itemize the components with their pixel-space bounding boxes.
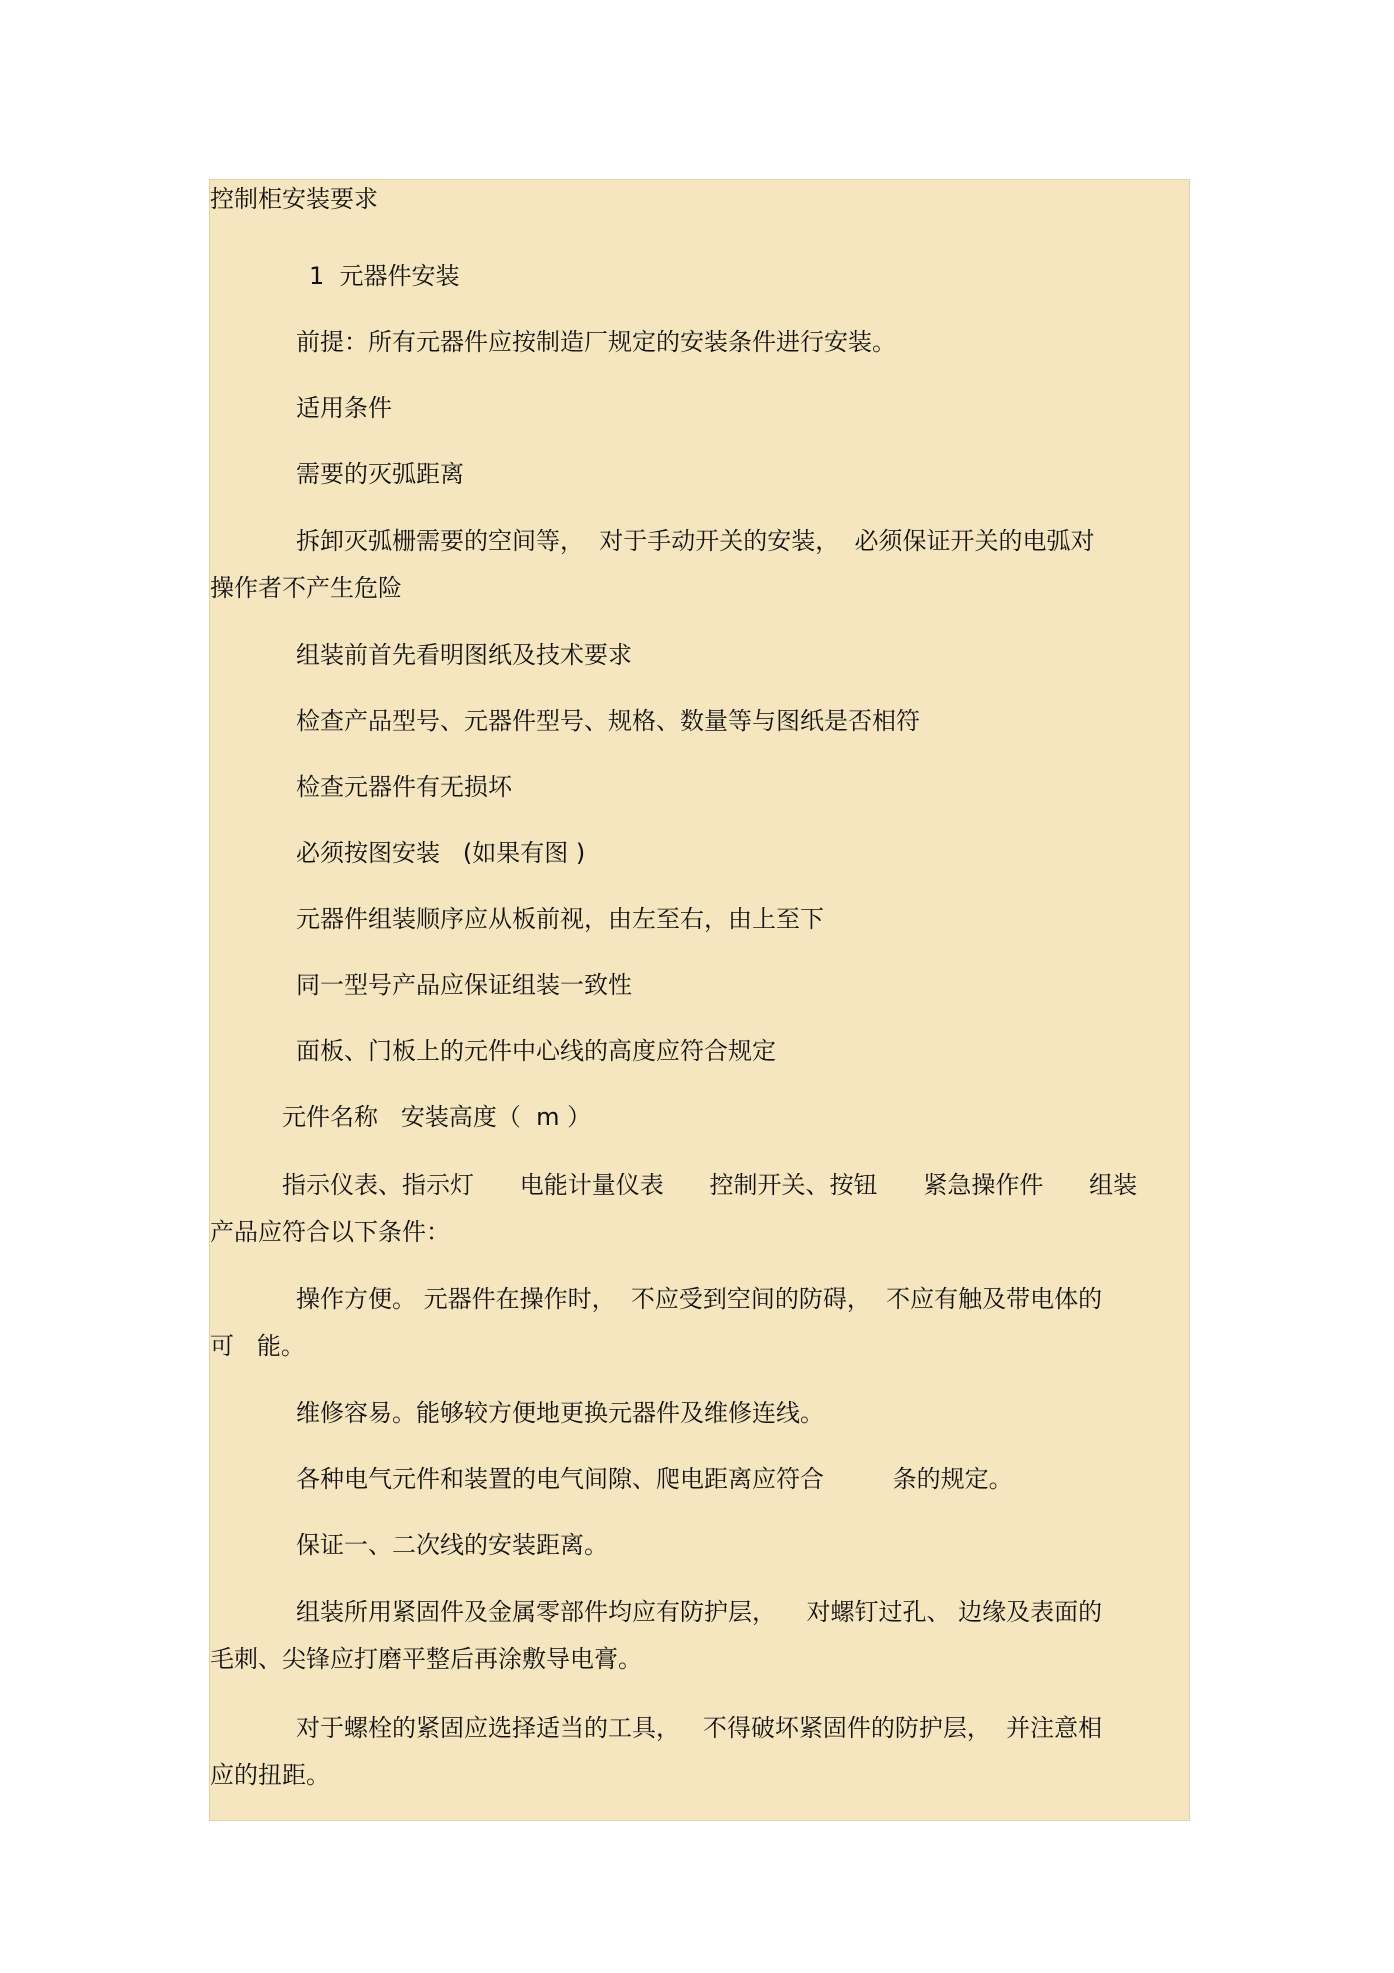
paragraph-line: 组装前首先看明图纸及技术要求 [296,641,632,669]
paragraph-line: 检查产品型号、元器件型号、规格、数量等与图纸是否相符 [296,707,920,735]
paragraph-line: 适用条件 [296,394,392,422]
paragraph-line-continued: 毛刺、尖锋应打磨平整后再涂敷导电膏。 [210,1645,642,1673]
paragraph-line-continued: 应的扭距。 [210,1761,330,1789]
paragraph-line: 组装所用紧固件及金属零部件均应有防护层， 对螺钉过孔、 边缘及表面的 [296,1598,1103,1626]
paragraph-line: 各种电气元件和装置的电气间隙、爬电距离应符合 条的规定。 [296,1465,1013,1493]
section-heading: 1 元器件安装 [309,262,460,290]
paragraph-line-continued: 产品应符合以下条件： [210,1218,450,1246]
paragraph-line: 必须按图安装 (如果有图 ) [296,839,586,867]
paragraph-line: 前提：所有元器件应按制造厂规定的安装条件进行安装。 [296,328,896,356]
paragraph-line: 元件名称 安装高度（ m ） [282,1103,592,1131]
paragraph-line-continued: 可 能。 [210,1332,305,1360]
paragraph-line: 拆卸灭弧栅需要的空间等， 对于手动开关的安装， 必须保证开关的电弧对 [296,527,1095,555]
paragraph-line: 维修容易。能够较方便地更换元器件及维修连线。 [296,1399,824,1427]
paragraph-line: 同一型号产品应保证组装一致性 [296,971,632,999]
paragraph-line: 指示仪表、指示灯 电能计量仪表 控制开关、按钮 紧急操作件 组装 [282,1171,1138,1199]
paragraph-line: 对于螺栓的紧固应选择适当的工具， 不得破坏紧固件的防护层， 并注意相 [296,1714,1103,1742]
paragraph-line: 保证一、二次线的安装距离。 [296,1531,608,1559]
paragraph-line: 检查元器件有无损坏 [296,773,512,801]
paragraph-line: 需要的灭弧距离 [296,460,464,488]
document-content-box [209,179,1190,1821]
paragraph-line: 操作方便。 元器件在操作时， 不应受到空间的防碍， 不应有触及带电体的 [296,1285,1103,1313]
paragraph-line-continued: 操作者不产生危险 [210,574,402,602]
paragraph-line: 元器件组装顺序应从板前视，由左至右，由上至下 [296,905,824,933]
document-title: 控制柜安装要求 [210,185,378,213]
paragraph-line: 面板、门板上的元件中心线的高度应符合规定 [296,1037,776,1065]
